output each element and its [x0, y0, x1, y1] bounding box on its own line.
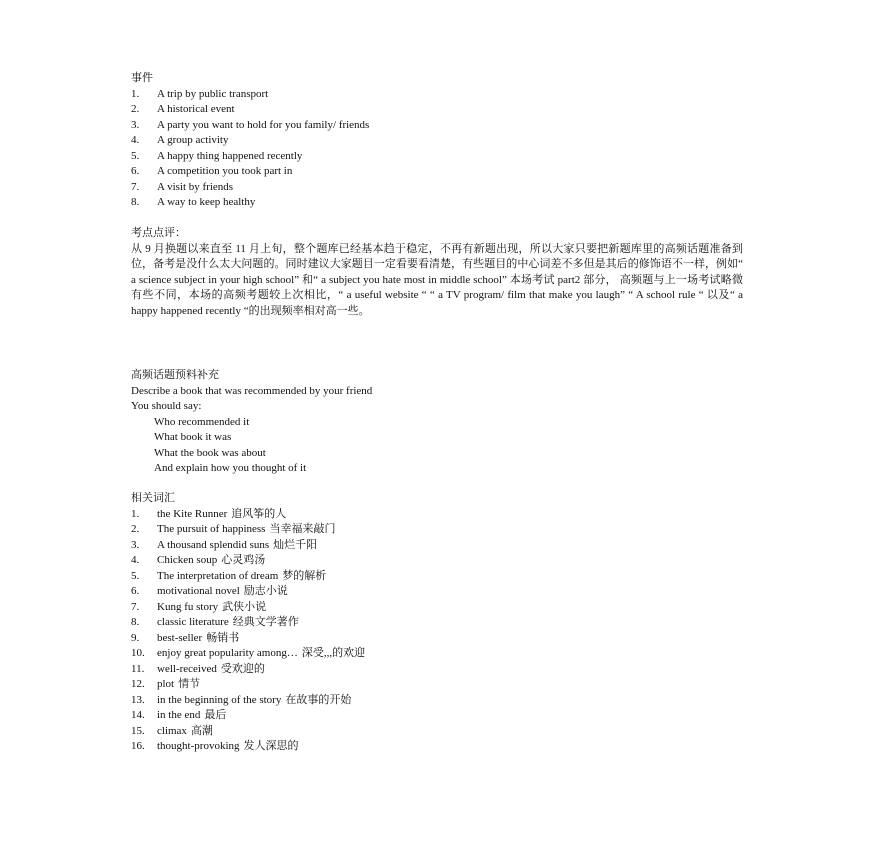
event-text: A visit by friends [157, 180, 234, 193]
event-number: 3. [131, 118, 140, 131]
event-text: A trip by public transport [157, 87, 269, 100]
vocab-chinese: 心灵鸡汤 [221, 554, 266, 566]
vocab-chinese: 追风筝的人 [231, 507, 287, 520]
event-item [131, 87, 743, 103]
vocab-chinese: 在故事的开始 [285, 693, 352, 706]
vocab-number: 16. [131, 740, 145, 752]
vocab-item [131, 662, 743, 678]
vocab-chinese: 情节 [178, 678, 201, 690]
vocab-item [131, 724, 743, 740]
vocab-chinese: 畅销书 [206, 631, 240, 644]
vocab-item [131, 615, 743, 631]
events-section [131, 71, 743, 211]
event-item [131, 149, 743, 165]
vocab-number: 14. [131, 709, 145, 721]
vocab-chinese: 经典文学著作 [232, 616, 299, 628]
vocab-number: 2. [131, 523, 140, 535]
review-section [131, 226, 743, 319]
vocab-number: 12. [131, 678, 145, 690]
event-item [131, 195, 743, 211]
vocab-item [131, 631, 743, 647]
vocab-english: Kung fu story [157, 600, 219, 613]
event-number: 8. [131, 196, 140, 208]
vocab-item [131, 693, 743, 709]
vocab-chinese: 深受,,,的欢迎 [301, 647, 366, 659]
topic-points [131, 415, 743, 477]
vocab-chinese: 高潮 [190, 724, 213, 737]
vocab-english: enjoy great popularity among… [157, 647, 298, 659]
vocab-english: The pursuit of happiness [157, 523, 266, 535]
topic-should-say: You should say: [131, 400, 202, 412]
vocab-english: motivational novel [157, 585, 240, 597]
event-item [131, 102, 743, 118]
review-title: 考点点评： [131, 227, 186, 239]
events-title: 事件 [131, 72, 153, 84]
vocab-item [131, 538, 743, 554]
topic-point: What book it was [154, 431, 232, 443]
vocab-number: 5. [131, 569, 140, 582]
topic-point: Who recommended it [154, 415, 250, 428]
vocab-number: 15. [131, 724, 145, 737]
event-text: A competition you took part in [157, 165, 293, 177]
vocab-item [131, 739, 743, 755]
topic-title: 高频话题预料补充 [131, 369, 219, 381]
vocab-english: Chicken soup [157, 554, 218, 566]
event-item [131, 118, 743, 134]
event-item [131, 180, 743, 196]
vocab-number: 13. [131, 693, 145, 706]
vocab-chinese: 梦的解析 [282, 569, 327, 582]
vocab-number: 7. [131, 600, 140, 613]
event-text: A happy thing happened recently [157, 149, 303, 162]
vocab-number: 6. [131, 585, 140, 597]
topic-prompt: Describe a book that was recommended by your friend [131, 384, 373, 397]
vocab-item [131, 569, 743, 585]
vocab-chinese: 励志小说 [243, 585, 288, 597]
vocab-english: the Kite Runner [157, 507, 228, 520]
vocab-number: 8. [131, 616, 140, 628]
topic-point: What the book was about [154, 446, 266, 459]
vocab-item [131, 553, 743, 569]
review-paragraph: 从 9 月换题以来直至 11 月上旬，整个题库已经基本趋于稳定，不再有新题出现，所以大家只要把新题库里的高频话题准备到位，备考是没什么太大问题的。同时建议大家题目一定看要看清楚，有些题目的中心词差不多但是其后的修饰语不一样，例如“ a science subject in your high school” 和“ a subject you hate most in middle school” 本场考试 part2 部分， 高频题与上一场考试略微有些不同，本场的高频考题较上次相比，“ a useful website “ “ a TV program/ film that make you laugh” “ A school rule “ 以及“ a happy happened recently “的出现频率相对高一些。 [131, 242, 743, 317]
event-text: A way to keep healthy [157, 196, 256, 208]
event-number: 2. [131, 103, 140, 115]
vocab-number: 9. [131, 631, 140, 644]
event-number: 7. [131, 180, 140, 193]
vocab-item [131, 708, 743, 724]
vocab-title: 相关词汇 [131, 492, 175, 504]
vocab-section [131, 491, 743, 755]
event-item [131, 164, 743, 180]
events-list [131, 87, 743, 211]
topic-section [131, 368, 743, 477]
event-number: 5. [131, 149, 140, 162]
vocab-english: The interpretation of dream [157, 569, 279, 582]
vocab-chinese: 灿烂千阳 [273, 538, 318, 551]
vocab-chinese: 武侠小说 [222, 600, 267, 613]
vocab-item [131, 600, 743, 616]
vocab-item [131, 677, 743, 693]
vocab-item [131, 584, 743, 600]
event-number: 4. [131, 134, 140, 146]
vocab-english: in the end [157, 709, 201, 721]
event-item [131, 133, 743, 149]
vocab-chinese: 最后 [204, 709, 227, 721]
event-text: A party you want to hold for you family/ friends [157, 118, 370, 131]
vocab-english: classic literature [157, 616, 229, 628]
vocab-english: well-received [157, 662, 217, 675]
vocab-number: 4. [131, 554, 140, 566]
vocab-english: in the beginning of the story [157, 693, 282, 706]
vocab-item [131, 522, 743, 538]
vocab-english: plot [157, 678, 175, 690]
event-text: A group activity [157, 134, 229, 146]
event-text: A historical event [157, 103, 235, 115]
vocab-chinese: 当幸福来敲门 [269, 523, 336, 535]
vocab-number: 11. [131, 662, 145, 675]
vocab-list [131, 507, 743, 755]
vocab-english: thought-provoking [157, 740, 240, 752]
vocab-english: A thousand splendid suns [157, 538, 270, 551]
vocab-number: 10. [131, 647, 145, 659]
vocab-number: 3. [131, 538, 140, 551]
vocab-item [131, 646, 743, 662]
vocab-english: climax [157, 724, 187, 737]
vocab-item [131, 507, 743, 523]
vocab-chinese: 发人深思的 [243, 740, 299, 752]
vocab-english: best-seller [157, 631, 203, 644]
vocab-chinese: 受欢迎的 [220, 662, 265, 675]
topic-point: And explain how you thought of it [154, 462, 307, 474]
event-number: 1. [131, 87, 140, 100]
event-number: 6. [131, 165, 140, 177]
vocab-number: 1. [131, 507, 140, 520]
